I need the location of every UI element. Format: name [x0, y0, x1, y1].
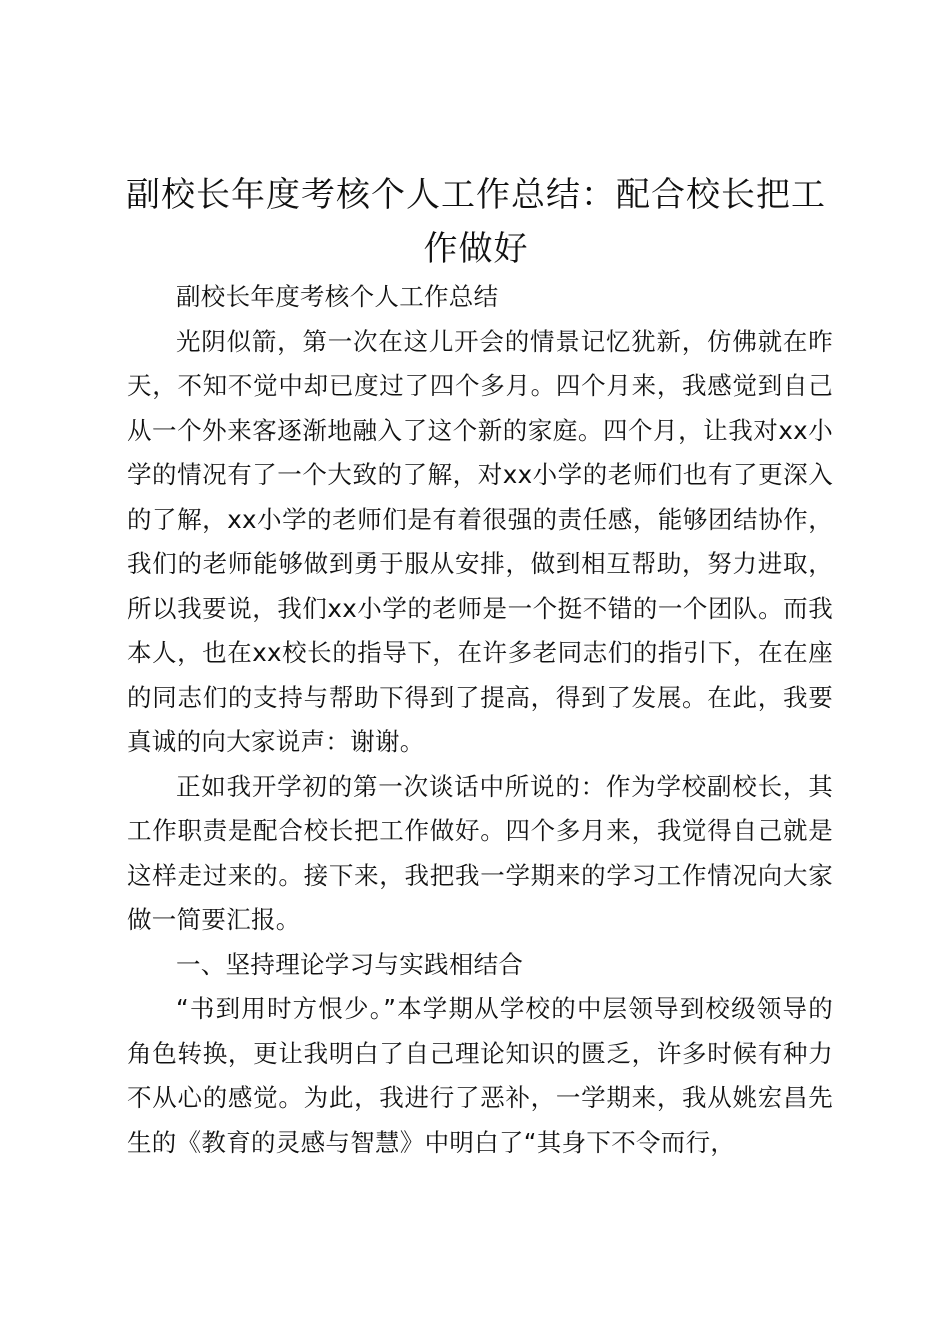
body-paragraph: 光阴似箭，第一次在这儿开会的情景记忆犹新，仿佛就在昨天，不知不觉中却已度过了四个多月。四个月来，我感觉到自己从一个外来客逐渐地融入了这个新的家庭。四个月，让我对xx小学的情况有了一个大致的了解，对xx小学的老师们也有了更深入的了解，xx小学的老师们是有着很强的责任感，能够团结协作，我们的老师能够做到勇于服从安排，做到相互帮助，努力进取，所以我要说，我们xx小学的老师是一个挺不错的一个团队。而我本人，也在xx校长的指导下，在许多老同志们的指引下，在在座的同志们的支持与帮助下得到了提高，得到了发展。在此，我要真诚的向大家说声：谢谢。 — [127, 326, 833, 756]
section-heading: 一、坚持理论学习与实践相结合 — [176, 949, 524, 979]
body-paragraph: “书到用时方恨少。”本学期从学校的中层领导到校级领导的角色转换，更让我明白了自己理论知识的匮乏，许多时候有种力不从心的感觉。为此，我进行了恶补，一学期来，我从姚宏昌先生的《教育的灵感与智慧》中明白了“其身下不令而行， — [127, 994, 833, 1157]
body-paragraph: 正如我开学初的第一次谈话中所说的：作为学校副校长，其工作职责是配合校长把工作做好。四个多月来，我觉得自己就是这样走过来的。接下来，我把我一学期来的学习工作情况向大家做一简要汇报。 — [127, 771, 833, 934]
document-body — [127, 275, 833, 1165]
subtitle-paragraph: 副校长年度考核个人工作总结 — [176, 282, 499, 311]
document-title: 副校长年度考核个人工作总结：配合校长把工作做好 — [126, 175, 826, 269]
